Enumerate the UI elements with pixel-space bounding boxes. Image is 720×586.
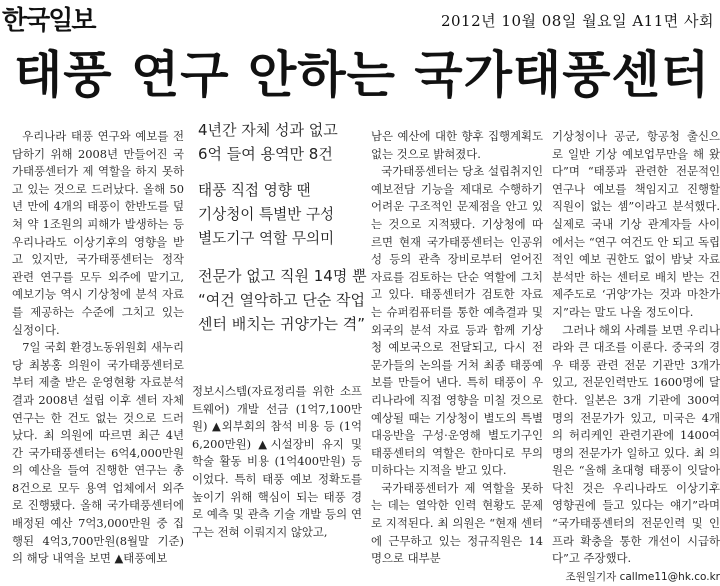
deck-line: “여건 열악하고 단순 작업 — [198, 291, 365, 309]
deck-line: 6억 들여 용역만 8건 — [198, 145, 333, 163]
paragraph: 정보시스템(자료정리를 위한 소프트웨어) 개발 선금 (1억7,100만원) ▲외부회의 참석 비용 등 (1억6,200만원) ▲시설장비 유지 및 학술 활동 비용 (1억400만원) 등 이었다. 특히 태풍 예보 정확도를 높이기 위해 핵심이 되는 태풍 경로 예측 및 관측 기술 개발 등의 연구는 전혀 이뤄지지 않았고, — [192, 384, 362, 539]
dateline: 2012년 10월 08일 월요일 A11면 사회 — [440, 12, 714, 30]
paragraph: 7일 국회 환경노동위원회 새누리당 최봉홍 의원이 국가태풍센터로부터 제출 받은 운영현황 자료분석결과 2008년 설립 이후 센터 자체 연구는 한 건도 없는 것으로 드러났다. 최 의원에 따르면 최근 4년간 국가태풍센터는 6억4,000만원의 예산을 들여 진행한 연구는 총 8건으로 모두 용역 업체에서 외주로 진행됐다. 올해 국가태풍센터에 배정된 예산 7억3,000만원 중 집행된 4억3,700만원(8월말 기준)의 해당 내역을 보면 ▲태풍예보 — [12, 340, 184, 566]
article-column-2 — [192, 383, 362, 541]
deck-line: 별도기구 역할 무의미 — [198, 230, 335, 247]
article-column-4 — [552, 128, 720, 586]
headline: 태풍 연구 안하는 국가태풍센터 — [14, 46, 711, 104]
paragraph: 남은 예산에 대한 향후 집행계획도 없는 것으로 밝혀졌다. — [371, 129, 543, 161]
deck-block-3 — [192, 264, 367, 336]
deck-line: 태풍 직접 영향 땐 — [198, 182, 311, 199]
deck-line: 센터 배치는 귀양가는 격” — [198, 315, 365, 333]
paragraph: 국가태풍센터는 당초 설립취지인 예보전담 기능을 제대로 수행하기 어려운 구조적인 문제점을 안고 있는 것으로 지적됐다. 기상청에 따르면 현재 국가태풍센터는 인공위성 등의 관측 장비로부터 얻어진 자료를 검토하는 단순 역할에 그치고 있다. 태풍센터가 검토한 자료는 슈퍼컴퓨터를 통한 예측결과 및 외국의 분석 자료 등과 함께 기상청 예보국으로 전달되고, 다시 전문가들의 논의를 거쳐 최종 태풍예보를 만들어 낸다. 특히 태풍이 우리나라에 직접 영향을 미칠 것으로 예상될 때는 기상청이 별도의 특별대응반을 구성·운영해 별도기구인 태풍센터의 역할은 한마디로 무의미하다는 지적을 받고 있다. — [371, 164, 543, 478]
article-column-3 — [371, 128, 543, 568]
newspaper-logo: 한국일보 — [2, 6, 95, 36]
paragraph: 기상청이나 공군, 항공청 출신으로 일반 기상 예보업무만을 해 왔다”며 “태풍과 관련한 전문적인 연구나 예보를 책임지고 진행할 직원이 없는 셈”이라고 분석했다. 실제로 국내 기상 관계자들 사이에서는 “연구 여건도 안 되고 독립적인 예보 권한도 없이 밤낮 자료 분석만 하는 센터로 배치 받는 건 제주도로 ‘귀양’가는 것과 마찬가지”라는 말도 나올 정도이다. — [552, 129, 720, 319]
masthead — [0, 0, 720, 34]
article-column-1 — [12, 128, 184, 568]
deck-block-1 — [192, 118, 364, 166]
deck-line: 전문가 없고 직원 14명 뿐 — [198, 267, 367, 285]
paragraph: 그러나 해외 사례를 보면 우리나라와 큰 대조를 이룬다. 중국의 경우 태풍 관련 전문 기관만 3개가 있고, 전문인력만도 1600명에 달한다. 일본은 3개 기관에 300여명의 전문가가 있고, 미국은 4개의 허리케인 관련기관에 1400여명의 전문가가 일하고 있다. 최 의원은 “올해 초대형 태풍이 잇달아 닥친 것은 우리나라도 이상기후 영향권에 들고 있다는 얘기”라며 “국가태풍센터의 전문인력 및 인프라 확충을 통한 개선이 시급하다”고 주장했다. — [552, 322, 720, 566]
deck-line: 4년간 자체 성과 없고 — [198, 121, 338, 139]
paragraph: 우리나라 태풍 연구와 예보를 전담하기 위해 2008년 만들어진 국가태풍센터가 제 역할을 하지 못하고 있는 것으로 드러났다. 올해 50년 만에 4개의 태풍이 한반도를 덮쳐 약 1조원의 피해가 발생하는 등 우리나라도 이상기후의 영향을 받고 있지만, 국가태풍센터는 정작 관련 연구를 모두 외주에 맡기고, 예보기능 역시 기상청에 분석 자료를 제공하는 수준에 그치고 있는 실정이다. — [12, 129, 184, 337]
byline: 조원일기자 callme11@hk.co.kr — [565, 570, 720, 583]
deck-block-2 — [192, 179, 364, 251]
deck-line: 기상청이 특별반 구성 — [198, 206, 335, 223]
subheadline-deck — [192, 118, 367, 336]
paragraph: 국가태풍센터가 제 역할을 못하는 데는 열악한 인력 현황도 문제로 지적된다. 최 의원은 “현재 센터에 근무하고 있는 정규직원은 14명으로 대부분 — [371, 480, 543, 566]
